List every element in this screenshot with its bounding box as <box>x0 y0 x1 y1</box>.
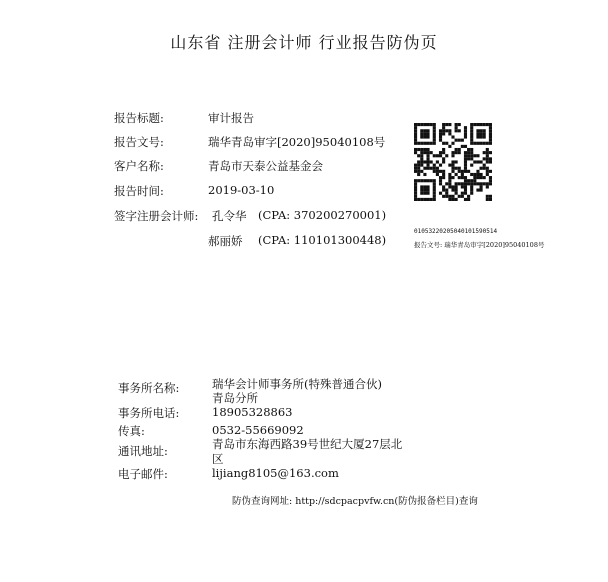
verification-url: 防伪查询网址: http://sdcpacpvfw.cn(防伪报备栏目)查询 <box>232 496 478 507</box>
firm-phone-label: 事务所电话: <box>118 406 180 420</box>
report-title-value: 审计报告 <box>208 111 254 125</box>
signers-label: 签字注册会计师: <box>114 209 199 223</box>
report-title-label: 报告标题: <box>114 111 164 125</box>
qr-caption: 报告文号: 瑞华青岛审字[2020]95040108号 <box>414 241 545 249</box>
firm-name-line2: 青岛分所 <box>212 391 258 405</box>
firm-email-label: 电子邮件: <box>118 467 168 481</box>
firm-address-line1: 青岛市东海西路39号世纪大厦27层北 <box>212 437 403 451</box>
report-date-label: 报告时间: <box>114 184 164 198</box>
report-date-value: 2019-03-10 <box>208 183 275 197</box>
firm-name-label: 事务所名称: <box>118 381 180 395</box>
firm-name-line1: 瑞华会计师事务所(特殊普通合伙) <box>212 377 382 391</box>
firm-phone-value: 18905328863 <box>212 405 293 419</box>
firm-fax-label: 传真: <box>118 424 145 438</box>
qr-code-icon <box>414 123 492 201</box>
signer-name: 孔令华 <box>212 209 247 223</box>
report-number-label: 报告文号: <box>114 135 164 149</box>
signer-cpa: (CPA: 110101300448) <box>258 233 387 247</box>
page-title: 山东省 注册会计师 行业报告防伪页 <box>170 33 438 52</box>
firm-address-label: 通讯地址: <box>118 444 168 458</box>
client-name-value: 青岛市天泰公益基金会 <box>208 159 323 173</box>
signer-cpa: (CPA: 370200270001) <box>258 208 387 222</box>
firm-fax-value: 0532-55669092 <box>212 423 304 437</box>
firm-address-line2: 区 <box>212 452 224 466</box>
signer-name: 郝丽娇 <box>208 234 243 248</box>
firm-email-value: lijiang8105@163.com <box>212 466 339 480</box>
report-number-value: 瑞华青岛审字[2020]95040108号 <box>208 135 386 149</box>
client-name-label: 客户名称: <box>114 159 164 173</box>
qr-code-number: 01053220205040101590514 <box>414 228 498 235</box>
